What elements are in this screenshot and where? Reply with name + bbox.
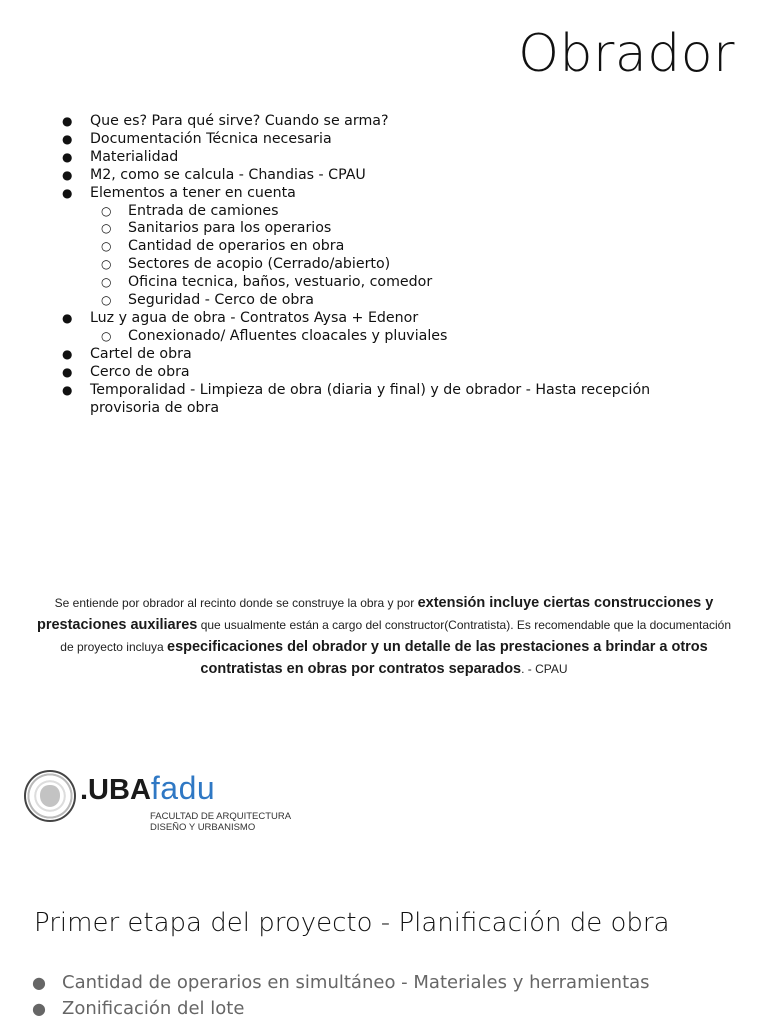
logo-subtitle	[150, 811, 291, 833]
bullet-icon: ●	[62, 185, 73, 200]
outline-subitem	[60, 220, 720, 238]
list-item-text: Cantidad de operarios en simultáneo - Materiales y herramientas	[62, 972, 650, 993]
outline-subitem-text: Sectores de acopio (Cerrado/abierto)	[128, 256, 391, 273]
outline-subitem	[60, 238, 720, 256]
bullet-icon: ●	[62, 382, 73, 397]
outline-subitem-text: Sanitarios para los operarios	[128, 220, 332, 237]
outline-item-text: M2, como se calcula - Chandias - CPAU	[90, 166, 366, 183]
hollow-bullet-icon: ○	[101, 293, 112, 308]
outline-item-text: Luz y agua de obra - Contratos Aysa + Edenor	[90, 309, 419, 326]
logo-subtitle-line: FACULTAD DE ARQUITECTURA	[150, 811, 292, 822]
bullet-icon: ●	[62, 346, 73, 361]
hollow-bullet-icon: ○	[101, 328, 112, 343]
list-item-text: Zonificación del lote	[62, 998, 245, 1019]
section-heading: Primer etapa del proyecto - Planificación de obra	[34, 908, 670, 938]
outline-subitem	[60, 328, 720, 346]
quote-source: . - CPAU	[521, 662, 568, 676]
quote-emphasis: extensión incluye ciertas construcciones y prestaciones auxiliares	[36, 595, 714, 633]
bullet-icon: ●	[62, 114, 73, 128]
outline-item	[60, 113, 720, 131]
outline-subitem	[60, 203, 720, 221]
outline-item-text: Materialidad	[90, 148, 179, 165]
list-item	[30, 996, 730, 1022]
topic-outline	[60, 113, 720, 417]
logo-wordmark	[80, 770, 215, 807]
outline-item-text: Cerco de obra	[90, 363, 190, 380]
hollow-bullet-icon: ○	[101, 203, 112, 218]
bullet-icon: ●	[62, 167, 73, 182]
outline-item-text: Documentación Técnica necesaria	[90, 130, 332, 147]
bullet-icon: ●	[32, 999, 46, 1018]
quote-text: Se entiende por obrador al recinto donde se construye la obra y por	[54, 596, 418, 610]
outline-subitem-text: Cantidad de operarios en obra	[128, 238, 345, 255]
quote-emphasis: especificaciones del obrador y un detalle de las prestaciones a brindar a otros contratistas en obras por contratos separados	[167, 639, 708, 677]
bullet-icon: ●	[62, 149, 73, 164]
outline-list	[60, 113, 720, 417]
outline-item-text: Que es? Para qué sirve? Cuando se arma?	[90, 113, 389, 129]
outline-subitem	[60, 256, 720, 274]
hollow-bullet-icon: ○	[101, 221, 112, 236]
section-list	[30, 970, 730, 1022]
outline-item-text: Elementos a tener en cuenta	[90, 184, 296, 201]
logo-uba: .UBA	[80, 774, 151, 806]
outline-subitem-text: Seguridad - Cerco de obra	[128, 292, 314, 309]
bullet-icon: ●	[62, 131, 73, 146]
outline-item	[60, 149, 720, 167]
outline-item	[60, 364, 720, 382]
hollow-bullet-icon: ○	[101, 275, 112, 290]
outline-item	[60, 310, 720, 328]
definition-quote	[30, 592, 738, 680]
outline-item-text: Cartel de obra	[90, 345, 192, 362]
logo-subtitle-line: DISEÑO Y URBANISMO	[150, 822, 256, 833]
hollow-bullet-icon: ○	[101, 257, 112, 272]
hollow-bullet-icon: ○	[101, 239, 112, 254]
outline-subitem-text: Conexionado/ Afluentes cloacales y pluviales	[128, 327, 448, 344]
logo-fadu: fadu	[150, 770, 216, 806]
bullet-icon: ●	[62, 364, 73, 379]
bullet-icon: ●	[62, 310, 73, 325]
outline-subitem	[60, 292, 720, 310]
outline-item	[60, 185, 720, 203]
uba-fadu-logo	[24, 768, 294, 838]
university-seal-icon	[24, 770, 76, 822]
outline-item	[60, 382, 720, 418]
outline-subitem-text: Entrada de camiones	[128, 202, 279, 219]
list-item	[30, 970, 730, 996]
quote-text: que usualmente están a cargo del constructor(Contratista). Es recomendable que la documentación de proyecto incluya	[60, 618, 732, 654]
outline-subitem-text: Oficina tecnica, baños, vestuario, comedor	[128, 274, 433, 291]
outline-item-text: Temporalidad - Limpieza de obra (diaria y final) y de obrador - Hasta recepción provisoria de obra	[90, 381, 651, 416]
page-title: Obrador	[518, 24, 735, 84]
outline-item	[60, 346, 720, 364]
outline-item	[60, 131, 720, 149]
outline-subitem	[60, 274, 720, 292]
bullet-icon: ●	[32, 973, 46, 992]
outline-item	[60, 167, 720, 185]
